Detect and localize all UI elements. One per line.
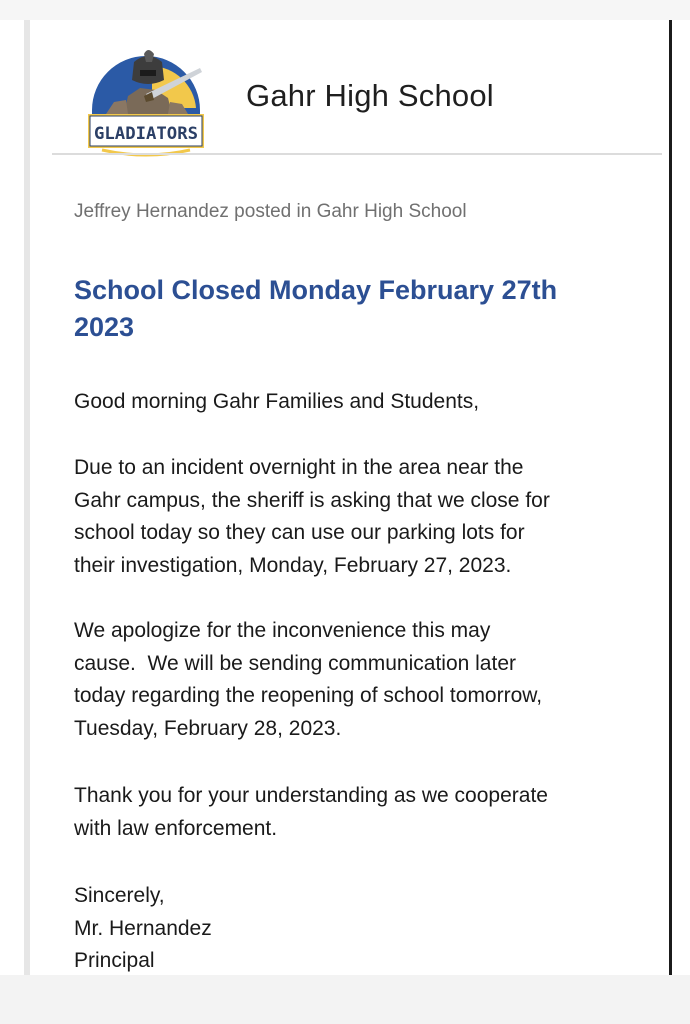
thanks-line: Thank you for your understanding as we cooperate: [74, 784, 548, 807]
apology-line: cause. We will be sending communication later: [74, 651, 516, 675]
signature: [74, 880, 649, 978]
logo-lettering: GLADIATORS: [94, 124, 198, 144]
post-header: [30, 20, 669, 155]
thanks-paragraph: [74, 780, 649, 845]
top-bar: [0, 0, 690, 20]
incident-line: their investigation, Monday, February 27, 2023.: [74, 553, 512, 577]
thanks-line: with law enforcement.: [74, 816, 278, 840]
card-right-border: [669, 20, 672, 975]
bottom-strip: [0, 975, 690, 1024]
post-card: [30, 20, 669, 975]
post-title-line-2: 2023: [74, 312, 135, 342]
signature-closing: Sincerely,: [74, 884, 165, 907]
apology-paragraph: [74, 615, 649, 745]
signature-name: Mr. Hernandez: [74, 916, 212, 940]
incident-line: Gahr campus, the sheriff is asking that we close for: [74, 488, 550, 512]
header-divider: [52, 153, 662, 155]
apology-line: Tuesday, February 28, 2023.: [74, 716, 342, 740]
post-title: [74, 272, 634, 346]
apology-line: We apologize for the inconvenience this may: [74, 619, 491, 642]
incident-line: school today so they can use our parking lots for: [74, 521, 525, 544]
school-name[interactable]: Gahr High School: [246, 78, 494, 113]
post-title-line-1: School Closed Monday February 27th: [74, 275, 558, 305]
greeting: Good morning Gahr Families and Students,: [74, 390, 480, 413]
apology-line: today regarding the reopening of school tomorrow,: [74, 684, 543, 707]
signature-role: Principal: [74, 949, 155, 972]
gladiators-logo[interactable]: [84, 42, 208, 162]
posted-by-line: Jeffrey Hernandez posted in Gahr High School: [74, 201, 467, 222]
incident-line: Due to an incident overnight in the area near the: [74, 456, 524, 479]
incident-paragraph: [74, 452, 649, 582]
